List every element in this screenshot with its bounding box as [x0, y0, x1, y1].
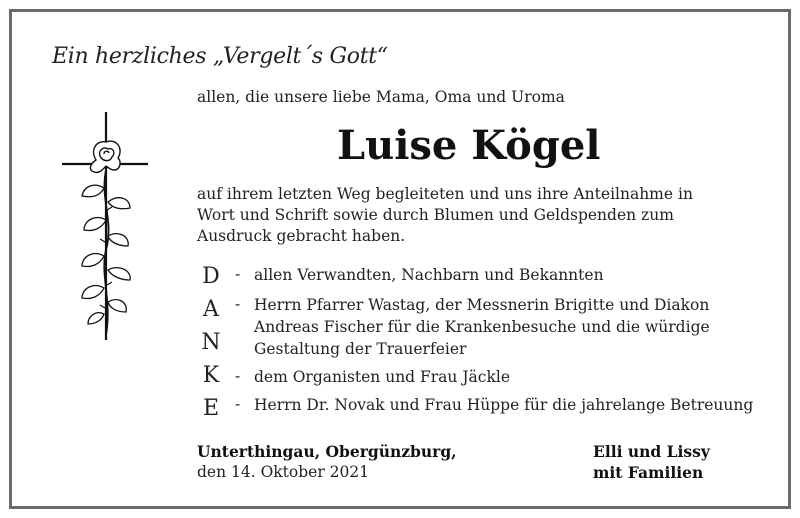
danke-letter: A: [203, 297, 219, 322]
thanks-line: Gestaltung der Trauerfeier: [254, 340, 467, 358]
thanks-item: [254, 394, 753, 416]
body-text: [197, 184, 757, 247]
thanks-line: Herrn Pfarrer Wastag, der Messnerin Brigitte und Diakon: [254, 296, 710, 314]
place-text: Unterthingau, Obergünzburg,: [197, 442, 457, 461]
body-line: auf ihrem letzten Weg begleiteten und uns ihre Anteilnahme in: [197, 185, 693, 203]
thanks-item: [254, 264, 604, 286]
thanks-line: dem Organisten und Frau Jäckle: [254, 368, 510, 386]
signature-line: mit Familien: [593, 463, 704, 482]
thanks-item: [254, 366, 510, 388]
deceased-name: Luise Kögel: [337, 122, 601, 169]
body-line: Wort und Schrift sowie durch Blumen und Geldspenden zum: [197, 206, 674, 224]
thanks-line: Herrn Dr. Novak und Frau Hüppe für die jahrelange Betreuung: [254, 396, 754, 414]
thanks-line: allen Verwandten, Nachbarn und Bekannten: [254, 266, 604, 284]
intro-text: allen, die unsere liebe Mama, Oma und Uroma: [197, 88, 565, 106]
danke-letter: K: [202, 363, 220, 388]
cross-with-rose-icon: [60, 110, 152, 342]
thanks-dash: -: [235, 395, 241, 413]
thanks-dash: -: [235, 295, 241, 313]
thanks-dash: -: [235, 265, 241, 283]
signature-line: Elli und Lissy: [593, 442, 710, 461]
body-line: Ausdruck gebracht haben.: [197, 227, 406, 245]
danke-letter: E: [202, 396, 220, 421]
thanks-line: Andreas Fischer für die Krankenbesuche und die würdige: [254, 318, 710, 336]
thanks-dash: -: [235, 367, 241, 385]
notice-heading: Ein herzliches „Vergelt´s Gott“: [52, 44, 388, 69]
date-text: den 14. Oktober 2021: [197, 463, 370, 481]
danke-letter: D: [202, 264, 220, 289]
thanks-item: [254, 294, 710, 360]
danke-letter: N: [201, 330, 221, 355]
